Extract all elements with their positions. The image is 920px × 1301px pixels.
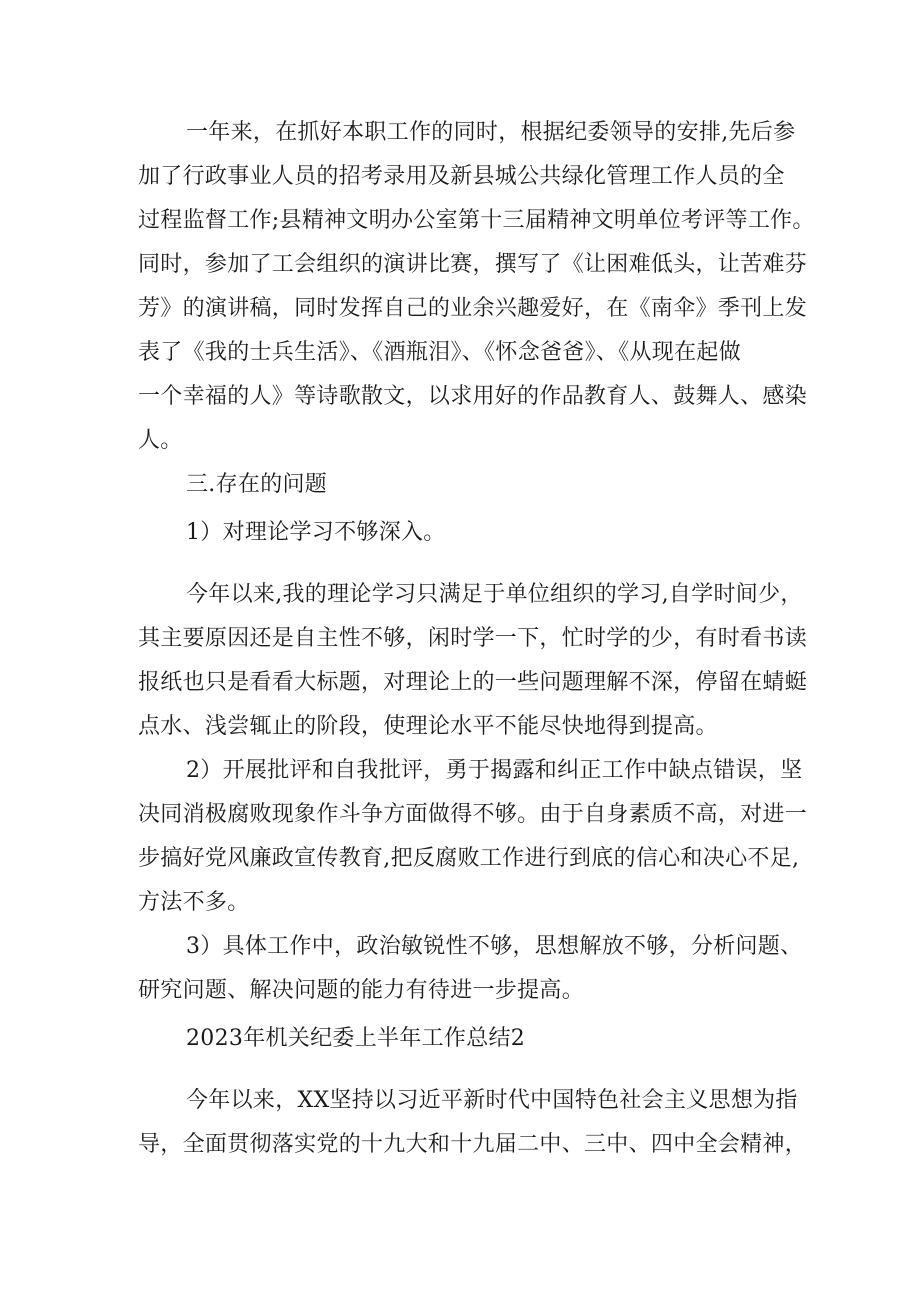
item-2-line-1: 2）开展批评和自我批评，勇于揭露和纠正工作中缺点错误，坚 — [186, 758, 803, 783]
paragraph-3-line-1: 今年以来，XX坚持以习近平新时代中国特色社会主义思想为指 — [186, 1088, 798, 1113]
item-2-line-4: 方法不多。 — [138, 890, 250, 915]
section-heading-problems: 三.存在的问题 — [186, 472, 328, 497]
paragraph-1-line-1: 一年来，在抓好本职工作的同时，根据纪委领导的安排,先后参 — [186, 120, 796, 145]
paragraph-1-line-3: 过程监督工作;县精神文明办公室第十三届精神文明单位考评等工作。 — [138, 208, 815, 233]
paragraph-1-line-8: 人。 — [138, 428, 183, 453]
item-1-body-line-4: 点水、浅尝辄止的阶段，使理论水平不能尽快地得到提高。 — [138, 714, 718, 739]
paragraph-1-line-4: 同时，参加了工会组织的演讲比赛，撰写了《让困难低头，让苦难芬 — [138, 252, 808, 277]
paragraph-1-line-5: 芳》的演讲稿，同时发挥自己的业余兴趣爱好，在《南伞》季刊上发 — [138, 296, 808, 321]
paragraph-1-line-2: 加了行政事业人员的招考录用及新县城公共绿化管理工作人员的全 — [138, 164, 785, 189]
section-title: 2023年机关纪委上半年工作总结2 — [186, 1026, 526, 1051]
item-2-line-3: 步搞好党风廉政宣传教育,把反腐败工作进行到底的信心和决心不足, — [138, 846, 800, 871]
item-1-body-line-1: 今年以来,我的理论学习只满足于单位组织的学习,自学时间少， — [186, 582, 803, 607]
item-3-line-2: 研究问题、解决问题的能力有待进一步提高。 — [138, 978, 585, 1003]
item-3-line-1: 3）具体工作中，政治敏锐性不够，思想解放不够，分析问题、 — [186, 934, 803, 959]
item-1-title: 1）对理论学习不够深入。 — [186, 520, 446, 545]
item-1-body-line-2: 其主要原因还是自主性不够，闲时学一下，忙时学的少，有时看书读 — [138, 626, 808, 651]
item-1-body-line-3: 报纸也只是看看大标题，对理论上的一些问题理解不深，停留在蜻蜓 — [138, 670, 808, 695]
paragraph-1-line-7: 一个幸福的人》等诗歌散文，以求用好的作品教育人、鼓舞人、感染 — [138, 384, 808, 409]
paragraph-3-line-2: 导，全面贯彻落实党的十九大和十九届二中、三中、四中全会精神， — [138, 1132, 808, 1157]
item-2-line-2: 决同消极腐败现象作斗争方面做得不够。由于自身素质不高，对进一 — [138, 802, 808, 827]
paragraph-1-line-6: 表了《我的士兵生活》、《酒瓶泪》、《怀念爸爸》、《从现在起做 — [138, 340, 742, 365]
